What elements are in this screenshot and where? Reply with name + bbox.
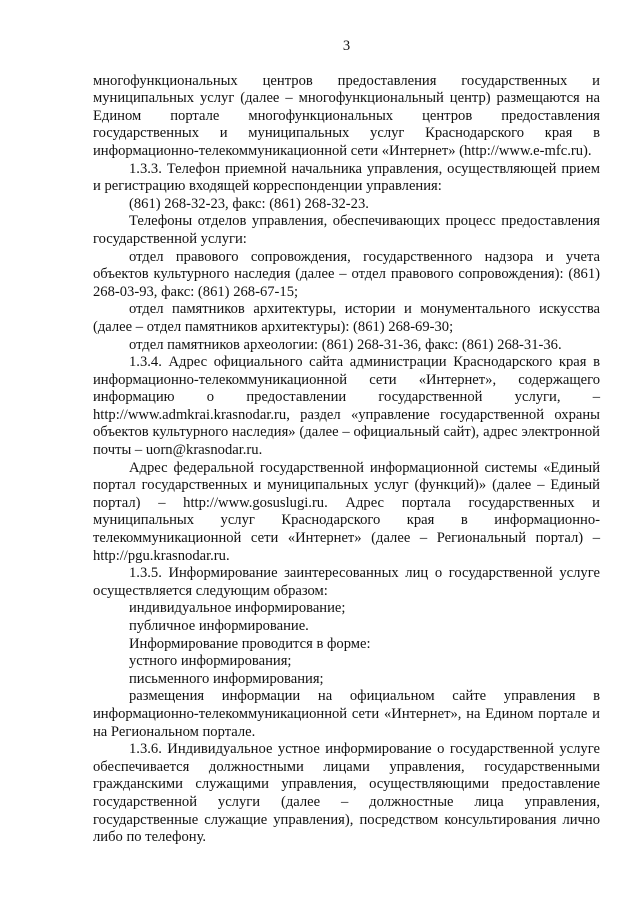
- line-informing-forms: Информирование проводится в форме:: [129, 635, 371, 652]
- paragraph-informing-methods: 1.3.5. Информирование заинтересованных лиц о государственной услуге осуществляется следующим образом:: [93, 565, 600, 599]
- page-number: 3: [342, 38, 351, 54]
- line-reception-phone-numbers: (861) 268-32-23, факс: (861) 268-32-23.: [129, 195, 369, 212]
- line-individual-informing: индивидуальное информирование;: [129, 600, 346, 617]
- paragraph-reception-phone: 1.3.3. Телефон приемной начальника управления, осуществляющей прием и регистрацию входящей корреспонденции управления:: [93, 160, 600, 195]
- paragraph-mfc-address: многофункциональных центров предоставления государственных и муниципальных услуг (далее – многофункциональный центр) размещаются на Едином портале многофункциональных центров предоставления государственных и муниципальных услуг Краснодарского края в информационно-телекоммуникационной сети «Интернет» (http://www.e-mfc.ru).: [93, 72, 600, 159]
- paragraph-official-site: 1.3.4. Адрес официального сайта администрации Краснодарского края в информационно-телекоммуникационной сети «Интернет», содержащего информацию о предоставлении государственной услуги, – http://www.admkrai.krasnodar.ru, раздел «управление государственной охраны объектов культурного наследия» (далее – официальный сайт), адрес электронной почты – uorn@krasnodar.ru.: [93, 354, 600, 459]
- paragraph-unified-portal: Адрес федеральной государственной информационной системы «Единый портал государственных и муниципальных услуг (функций)» (далее – Единый портал) – http://www.gosuslugi.ru. Адрес портала государственных и муниципальных услуг Краснодарского края в информационно-телекоммуникационной сети «Интернет» (далее – Региональный портал) – http://pgu.krasnodar.ru.: [93, 459, 600, 564]
- paragraph-online-placement: размещения информации на официальном сайте управления в информационно-телекоммуникационной сети «Интернет», на Едином портале и на Региональном портале.: [93, 688, 600, 740]
- paragraph-legal-department: отдел правового сопровождения, государственного надзора и учета объектов культурного наследия (далее – отдел правового сопровождения): (861) 268-03-93, факс: (861) 268-67-15;: [93, 248, 600, 300]
- line-public-informing: публичное информирование.: [129, 618, 309, 634]
- line-written-informing: письменного информирования;: [129, 670, 324, 687]
- line-oral-informing: устного информирования;: [129, 653, 292, 670]
- paragraph-department-phones-intro: Телефоны отделов управления, обеспечивающих процесс предоставления государственной услуги:: [93, 213, 600, 247]
- paragraph-individual-oral-informing: 1.3.6. Индивидуальное устное информирование о государственной услуге обеспечивается должностными лицами управления, государственными гражданскими служащими управления, осуществляющими предоставление государственной услуги (далее – должностные лица управления, государственные служащие управления), посредством консультирования лично либо по телефону.: [93, 741, 600, 846]
- line-archaeology-department: отдел памятников археологии: (861) 268-31-36, факс: (861) 268-31-36.: [129, 336, 562, 353]
- paragraph-architecture-department: отдел памятников архитектуры, истории и монументального искусства (далее – отдел памятников архитектуры): (861) 268-69-30;: [93, 301, 600, 335]
